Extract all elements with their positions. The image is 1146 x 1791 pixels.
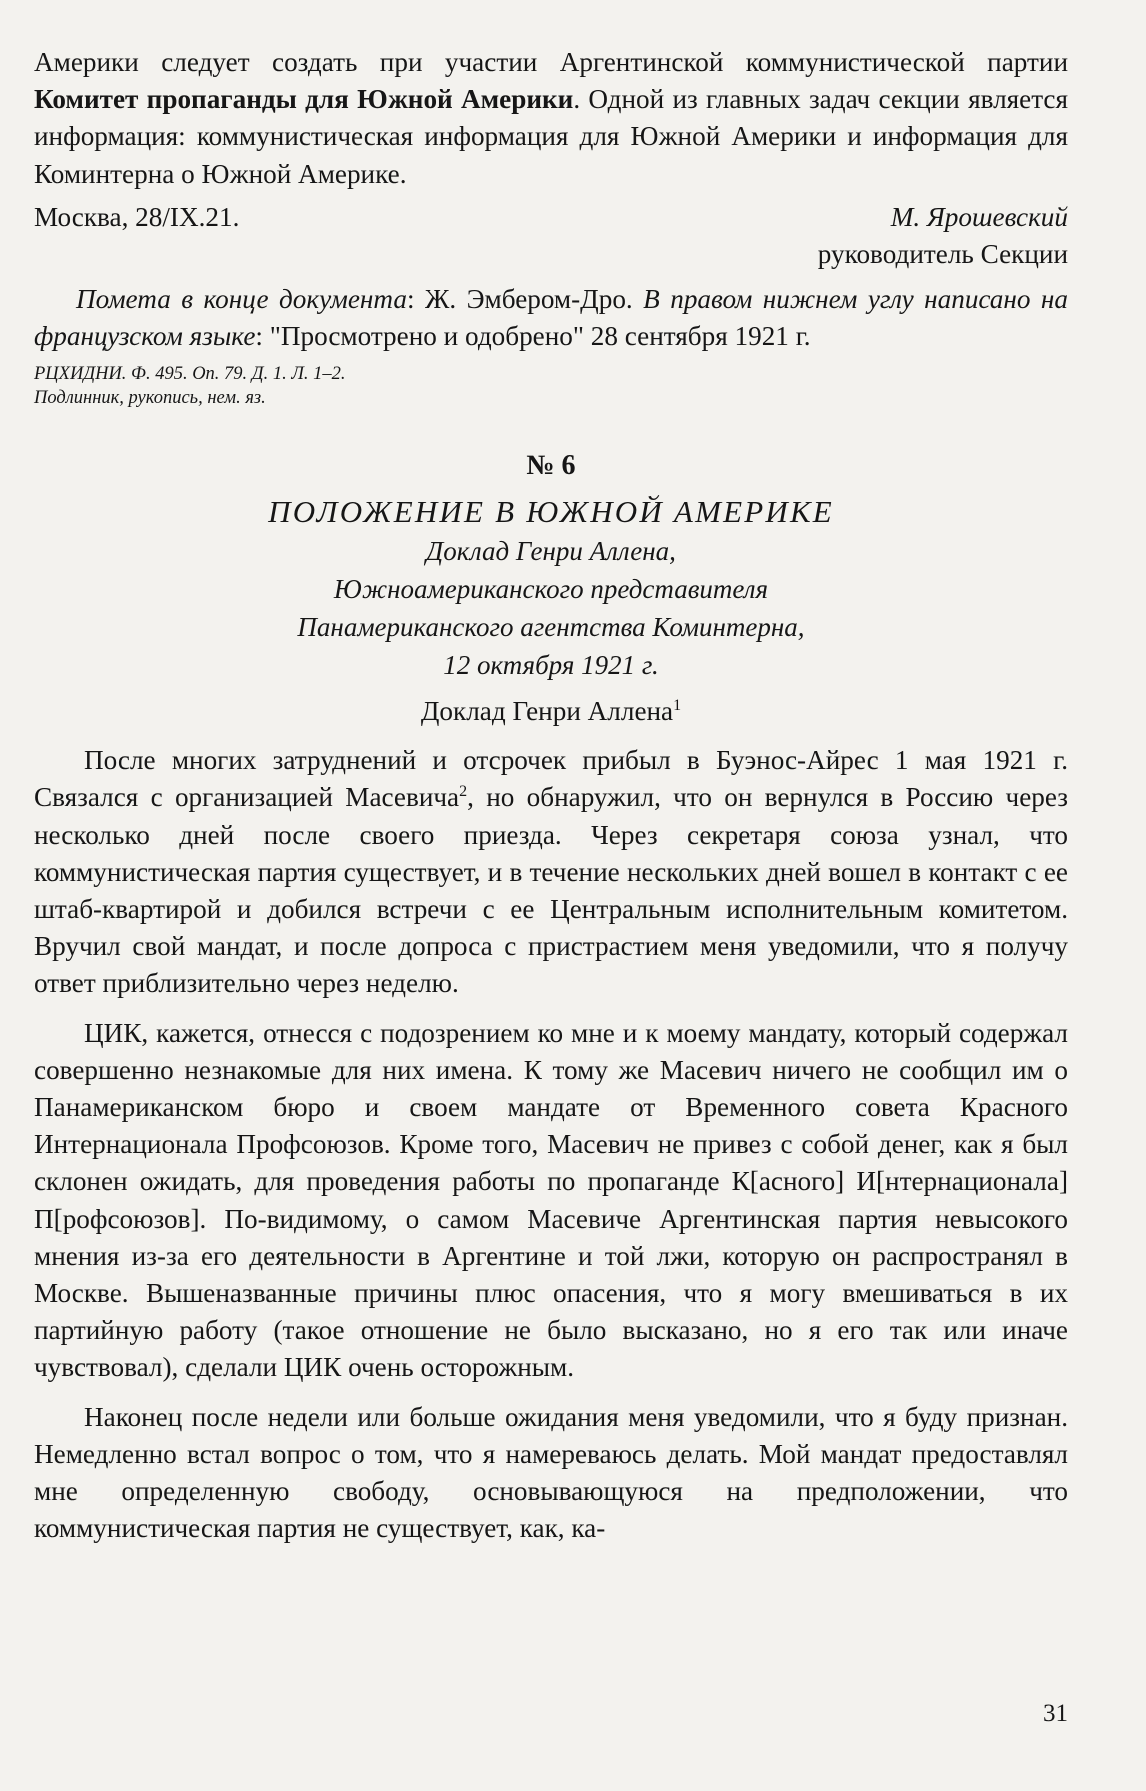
body-paragraph-1 [34,742,1068,1002]
intro-paragraph [34,44,1068,193]
note-text-1: : Ж. Эмбером-Дро. [406,284,644,315]
paragraph-1-end: , но обнаружил, что он вернулся в Россию через несколько дней после своего приезда. Через секретаря союза узнал, что коммунистическая партия существует, и в течение нескольких дней вошел в контакт с ее штаб-квартирой и добился встречи с ее Центральным исполнительным комитетом. Вручил свой мандат, и после допроса с пристрастием меня уведомили, что я получу ответ приблизительно через неделю. [34,782,1069,999]
paragraph-1-start: После многих затруднений и отсрочек прибыл в Буэнос-Айрес 1 мая 1921 г. Связался с организацией Масевича [34,745,1068,813]
signature-row [34,199,1068,236]
page-number: 31 [1043,1700,1068,1727]
document-title: ПОЛОЖЕНИЕ В ЮЖНОЙ АМЕРИКЕ [268,494,834,530]
archive-reference [34,362,1068,410]
footnote-ref-1: 1 [673,697,682,715]
signatory-name: М. Ярошевский [890,201,1068,232]
report-heading-text: Доклад Генри Аллена [420,696,674,727]
archive-original: Подлинник, рукопись, нем. яз. [34,388,266,409]
document-note [34,281,1068,354]
place-date: Москва, 28/IX.21. [34,201,240,232]
body-paragraph-2: ЦИК, кажется, отнесся с подозрением ко мне и к моему мандату, который содержал совершенно незнакомые для них имена. К тому же Масевич ничего не сообщил им о Панамериканском бюро и своем мандате от Временного совета Красного Интернационала Профсоюзов. Кроме того, Масевич не привез с собой денег, как я был склонен ожидать, для проведения работы по пропаганде К[асного] И[нтернационала] П[рофсоюзов]. По-видимому, о самом Масевиче Аргентинская партия невысокого мнения из-за его деятельности в Аргентине и той лжи, которую он распространял в Москве. Вышеназванные причины плюс опасения, что я могу вмешиваться в их партийную работу (такое отношение не было высказано, но я его так или иначе чувствовал), сделали ЦИК очень осторожным. [34,1017,1068,1383]
document-date: 12 октября 1921 г. [443,650,659,681]
note-label-2: В правом нижнем углу написано на французском языке [34,284,1068,351]
document-number: № 6 [526,450,576,482]
intro-text-end: . Одной из главных задач секции является информация: коммунистическая информация для Южной Америки и информация для Коминтерна о Южной Америке. [34,84,1069,189]
body-paragraph-3: Наконец после недели или больше ожидания меня уведомили, что я буду признан. Немедленно встал вопрос о том, что я намереваюсь делать. Мой мандат предоставлял мне определенную свободу, основывающуюся на предположении, что коммунистическая партия не существует, как, ка- [34,1401,1068,1544]
note-label-1: Помета в конце документа [76,284,407,315]
document-subtitle-3: Панамериканского агентства Коминтерна, [297,612,805,643]
note-text-2: : "Просмотрено и одобрено" 28 сентября 1921 г. [255,320,811,351]
document-subtitle-2: Южноамериканского представителя [333,574,769,605]
intro-bold-text: Комитет пропаганды для Южной Америки [34,84,574,115]
signatory-position: руководитель Секции [817,239,1068,270]
report-heading [34,692,1068,730]
archive-ref: РЦХИДНИ. Ф. 495. Оп. 79. Д. 1. Л. 1–2. [34,364,346,385]
footnote-ref-2: 2 [459,783,468,801]
document-subtitle-1: Доклад Генри Аллена, [426,536,676,567]
intro-text-start: Америки следует создать при участии Аргентинской коммунистической партии [34,47,1068,77]
